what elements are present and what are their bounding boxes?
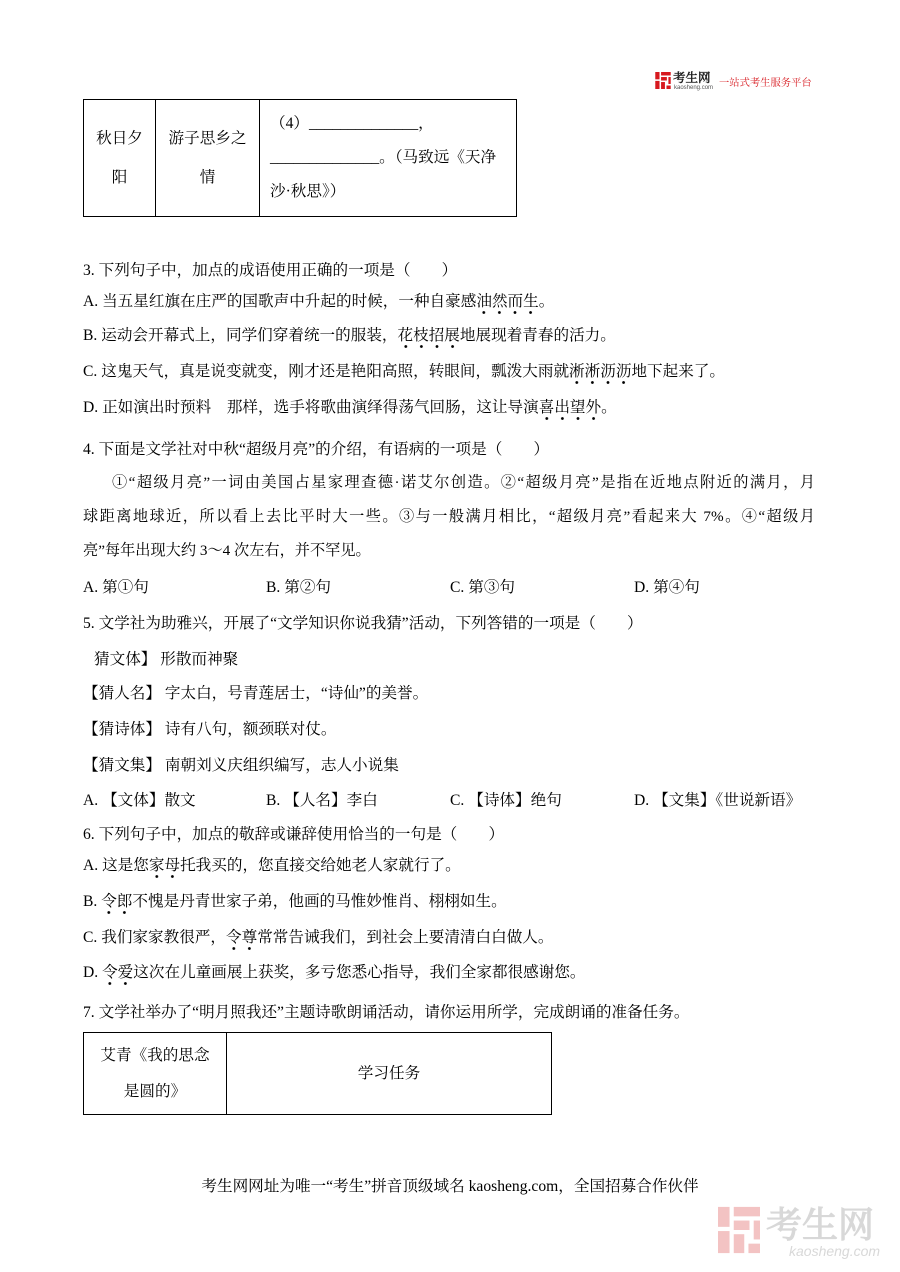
option-label: C. xyxy=(450,579,465,596)
emotion-cell xyxy=(156,100,260,216)
option-text: 【文集】《世说新语》 xyxy=(653,792,802,809)
option-text: 【人名】李白 xyxy=(284,792,378,809)
dotted-honorific: 令郎 xyxy=(101,893,132,915)
option-label: D. xyxy=(83,399,99,416)
dotted-idiom: 花枝招展 xyxy=(398,327,460,349)
q3-option-c xyxy=(83,362,725,382)
option-text: 运动会开幕式上，同学们穿着统一的服装， xyxy=(101,327,398,344)
answer-lines xyxy=(270,107,496,209)
option-label: A. xyxy=(83,857,99,874)
dotted-honorific: 家母 xyxy=(149,857,180,879)
clue-tag: 【猜文集】 xyxy=(83,757,161,774)
q5-options xyxy=(83,791,823,811)
option-label: A. xyxy=(83,293,99,310)
q7-stem xyxy=(83,1003,689,1023)
kaosheng-watermark-icon xyxy=(718,1205,760,1255)
answer-line: ______________。（马致远《天净 xyxy=(270,149,497,166)
q6-option-b xyxy=(83,892,507,912)
page-footer: 考生网网址为唯一“考生”拼音顶级域名 kaosheng.com，全国招募合作伙伴 xyxy=(201,1178,699,1195)
question-text: 下列句子中，加点的成语使用正确的一项是（ ） xyxy=(98,262,458,279)
dotted-idiom: 淅淅沥沥 xyxy=(569,363,631,385)
option-label: B. xyxy=(83,893,98,910)
poem-title: 艾青《我的思念是圆的》 xyxy=(100,1046,210,1100)
q6-option-d xyxy=(83,963,586,983)
watermark-domain: kaosheng.com xyxy=(789,1243,881,1259)
question-number: 5. xyxy=(83,615,95,632)
option-text-end: 。 xyxy=(538,293,555,310)
task-cell xyxy=(227,1033,551,1114)
option-label: A. xyxy=(83,579,99,596)
q5-option-b xyxy=(266,791,378,811)
question-number: 7. xyxy=(83,1004,95,1021)
question-number: 6. xyxy=(83,826,95,843)
q3-option-d xyxy=(83,398,617,418)
option-text: 当五星红旗在庄严的国歌声中升起的时候，一种自豪感 xyxy=(102,293,477,310)
logo-domain: kaosheng.com xyxy=(674,85,714,91)
clue-tag: 【猜诗体】 xyxy=(83,721,161,738)
kaosheng-logo-icon xyxy=(655,72,671,89)
answer-cell xyxy=(260,100,516,216)
task-header: 学习任务 xyxy=(357,1064,421,1082)
option-label: C. xyxy=(83,363,98,380)
q5-option-c xyxy=(450,791,562,811)
answer-line: 沙·秋思》） xyxy=(270,183,346,200)
option-label: D. xyxy=(634,792,650,809)
q4-option-a xyxy=(83,578,149,598)
option-text-end: 常常告诫我们，到社会上要清清白白做人。 xyxy=(257,929,554,946)
option-label: B. xyxy=(83,327,98,344)
q3-stem xyxy=(83,261,457,281)
option-text: 第②句 xyxy=(284,579,332,596)
option-text: 第③句 xyxy=(468,579,516,596)
scene-text: 秋日夕阳 xyxy=(96,130,143,186)
q5-clue-poem-form xyxy=(83,720,336,740)
option-text-end: 这次在儿童画展上获奖，多亏您悉心指导，我们全家都很感谢您。 xyxy=(133,964,586,981)
clue-tag: 【猜人名】 xyxy=(83,685,161,702)
q4-option-b xyxy=(266,578,331,598)
option-text-end: 。 xyxy=(601,399,617,416)
q4-passage-line: 亮”每年出现大约 3～4 次左右，并不罕见。 xyxy=(83,542,371,559)
q6-option-a xyxy=(83,856,461,876)
dotted-honorific: 令尊 xyxy=(226,929,257,951)
option-label: C. xyxy=(83,929,98,946)
q5-option-a xyxy=(83,791,196,811)
option-text-end: 不愧是丹青世家子弟，他画的马惟妙惟肖、栩栩如生。 xyxy=(132,893,507,910)
question-text: 文学社举办了“明月照我还”主题诗歌朗诵活动，请你运用所学，完成朗诵的准备任务。 xyxy=(98,1004,690,1021)
poem-cell xyxy=(84,1033,227,1114)
q4-passage-line: ①“超级月亮”一词由美国占星家理查德·诺艾尔创造。②“超级月亮”是指在近地点附近的满月，月 xyxy=(112,474,815,491)
q5-clue-genre xyxy=(94,650,238,670)
watermark-name: 考生网 xyxy=(766,1204,875,1245)
clue-text: 诗有八句，额颈联对仗。 xyxy=(164,721,337,738)
q6-stem xyxy=(83,825,504,845)
q4-passage-line: 球距离地球近，所以看上去比平时大一些。③与一般满月相比，“超级月亮”看起来大 7%。④“超级月 xyxy=(83,508,815,525)
option-text-end: 托我买的，您直接交给她老人家就行了。 xyxy=(180,857,461,874)
clue-text: 形散而神聚 xyxy=(160,651,239,668)
poem-fill-table xyxy=(83,99,517,217)
q3-option-a xyxy=(83,292,554,312)
option-text-end: 地展现着青春的活力。 xyxy=(459,327,616,344)
q3-option-b xyxy=(83,326,616,346)
option-text: 正如演出时预料 那样，选手将歌曲演绎得荡气回肠，这让导演 xyxy=(102,399,539,416)
question-number: 4. xyxy=(83,441,95,458)
q5-clue-collection xyxy=(83,756,399,776)
scene-cell xyxy=(84,100,156,216)
option-text: 这是您 xyxy=(102,857,149,874)
option-text: 第④句 xyxy=(653,579,700,596)
emotion-text: 游子思乡之情 xyxy=(168,130,247,186)
option-text: 【文体】散文 xyxy=(102,792,196,809)
clue-tag: 猜文体】 xyxy=(94,651,157,668)
recital-task-table xyxy=(83,1032,552,1115)
option-text: 我们家家教很严， xyxy=(101,929,226,946)
q5-stem xyxy=(83,614,643,634)
clue-text: 字太白，号青莲居士，“诗仙”的美誉。 xyxy=(164,685,429,702)
q4-option-c xyxy=(450,578,515,598)
q4-options xyxy=(83,578,823,598)
logo-slogan: 一站式考生服务平台 xyxy=(719,78,812,89)
option-label: D. xyxy=(83,964,99,981)
option-text: 这鬼天气，真是说变就变，刚才还是艳阳高照，转眼间，瓢泼大雨就 xyxy=(101,363,570,380)
q5-clue-person xyxy=(83,684,428,704)
answer-line: （4）______________， xyxy=(270,115,434,132)
q4-stem xyxy=(83,440,549,460)
q4-option-d xyxy=(634,578,700,598)
dotted-honorific: 令爱 xyxy=(102,964,133,986)
logo-name: 考生网 xyxy=(673,71,711,85)
dotted-idiom: 喜出望外 xyxy=(539,399,601,421)
option-label: D. xyxy=(634,579,650,596)
option-label: B. xyxy=(266,579,281,596)
clue-text: 南朝刘义庆组织编写，志人小说集 xyxy=(164,757,399,774)
question-number: 3. xyxy=(83,262,95,279)
option-text: 【诗体】绝句 xyxy=(468,792,562,809)
option-text: 第①句 xyxy=(102,579,149,596)
dotted-idiom: 油然而生 xyxy=(476,293,538,315)
question-text: 文学社为助雅兴，开展了“文学知识你说我猜”活动，下列答错的一项是（ ） xyxy=(98,615,643,632)
option-text-end: 地下起来了。 xyxy=(631,363,726,380)
option-label: A. xyxy=(83,792,99,809)
q6-option-c xyxy=(83,928,553,948)
question-text: 下列句子中，加点的敬辞或谦辞使用恰当的一句是（ ） xyxy=(98,826,505,843)
option-label: C. xyxy=(450,792,465,809)
question-text: 下面是文学社对中秋“超级月亮”的介绍，有语病的一项是（ ） xyxy=(98,441,550,458)
q5-option-d xyxy=(634,791,801,811)
option-label: B. xyxy=(266,792,281,809)
